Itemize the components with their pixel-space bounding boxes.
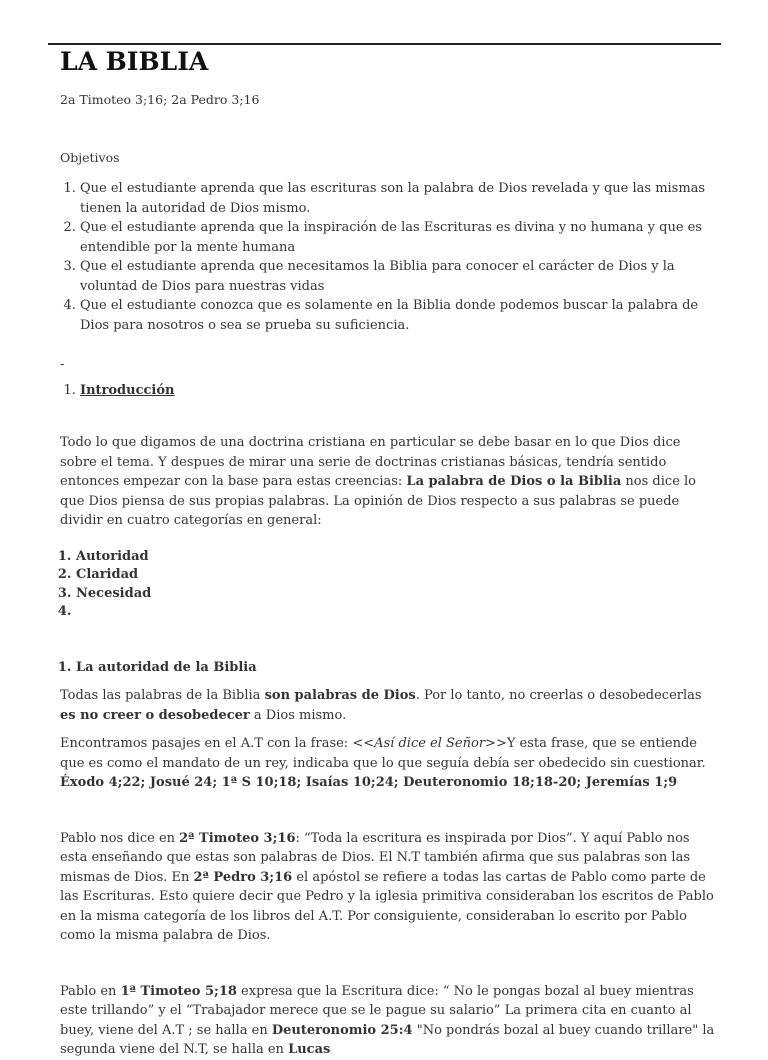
- text-run: expresa que la Escritura dice: “ No le pongas bozal al buey mientras este trillando” y el “Trabajador merece que se le pague su salario” La primera cita en cuanto al buey, viene del A.T ; se halla en: [60, 983, 694, 1038]
- paragraph: [60, 734, 718, 793]
- categorias-list: [60, 548, 718, 622]
- bold-text: Deuteronomio 25:4: [271, 1022, 413, 1038]
- list-item: [76, 603, 718, 622]
- bold-text: Lucas: [288, 1042, 331, 1057]
- text-run: >>Y esta frase, que se entiende que es como el mandato de un rey, indicaba que lo que seguía debía ser obedecido sin cuestionar.: [60, 736, 706, 771]
- bold-text: son palabras de Dios: [264, 688, 416, 703]
- list-item: 2. Que el estudiante aprenda que la inspiración de las Escrituras es divina y no humana y que es entendible por la mente humana: [80, 218, 718, 257]
- objetivos-heading: Objetivos: [60, 149, 120, 165]
- introduccion-heading: Introducción: [80, 382, 175, 398]
- bold-text: es no creer o desobedecer: [60, 707, 250, 723]
- paragraph: [60, 829, 718, 946]
- intro-paragraph: [60, 433, 718, 531]
- list-item: 4. Que el estudiante conozca que es solamente en la Biblia donde podemos buscar la palabra de Dios para nosotros o sea se prueba su suficiencia.: [80, 296, 718, 335]
- autoridad-heading: 1. La autoridad de la Biblia: [76, 658, 718, 678]
- text-run: a Dios mismo.: [249, 707, 347, 723]
- text-run: "No pondrás bozal al buey cuando trillare" la segunda viene del N.T, se halla en: [60, 1022, 715, 1057]
- paragraph: [60, 686, 718, 725]
- list-item: 1. Que el estudiante aprenda que las escrituras son la palabra de Dios revelada y que las mismas tienen la autoridad de Dios mismo.: [80, 179, 718, 218]
- text-run: nos dice lo que Dios piensa de sus propias palabras. La opinión de Dios respecto a sus palabras se puede dividir en cuatro categorías en general:: [60, 474, 697, 528]
- text-run: Todas las palabras de la Biblia: [60, 688, 265, 703]
- document-page: [60, 44, 718, 1060]
- list-item: 2. Claridad: [76, 566, 718, 585]
- paragraph: [60, 982, 718, 1060]
- text-run: el apóstol se refiere a todas las cartas de Pablo como parte de las Escrituras. Esto quiere decir que Pedro y la iglesia primitiva consideraban los escritos de Pablo en la misma categoría de los libros del A.T. Por consiguiente, consideraban lo escrito por Pablo como la misma palabra de Dios.: [60, 869, 714, 943]
- section-list: [60, 658, 718, 678]
- separator-dash: -: [60, 357, 65, 372]
- page-title: LA BIBLIA: [60, 47, 209, 76]
- list-item: [80, 381, 718, 401]
- text-run: Pablo nos dice en: [60, 830, 180, 846]
- list-item: 3. Necesidad: [76, 585, 718, 604]
- list-item: 3. Que el estudiante aprenda que necesitamos la Biblia para conocer el carácter de Dios y la voluntad de Dios para nuestras vidas: [80, 257, 718, 296]
- objetivos-list: [60, 179, 718, 335]
- text-run: Todo lo que digamos de una doctrina cristiana en particular se debe basar en lo que Dios dice sobre el tema. Y despues de mirar una serie de doctrinas cristianas básicas, tendría sentido entonces empezar con la base para estas creencias:: [60, 435, 681, 489]
- bible-references: Éxodo 4;22; Josué 24; 1ª S 10;18; Isaías 10;24; Deuteronomio 18;18-20; Jeremías 1;9: [60, 775, 678, 790]
- bold-text: 1ª Timoteo 5;18: [120, 983, 237, 999]
- page-subtitle: 2a Timoteo 3;16; 2a Pedro 3;16: [60, 92, 260, 107]
- section-list: [60, 381, 718, 401]
- italic-text: Así dice el Señor: [374, 736, 486, 751]
- text-run: Encontramos pasajes en el A.T con la frase: <<: [60, 736, 375, 751]
- text-run: Pablo en: [60, 983, 121, 999]
- text-run: : “Toda la escritura es inspirada por Dios”. Y aquí Pablo nos esta enseñando que estas son palabras de Dios. El N.T también afirma que sus palabras son las mismas de Dios. En: [60, 830, 691, 885]
- text-run: . Por lo tanto, no creerlas o desobedecerlas: [415, 688, 702, 703]
- list-item: 1. Autoridad: [76, 548, 718, 567]
- bold-text: 2ª Timoteo 3;16: [179, 830, 296, 846]
- bold-text: La palabra de Dios o la Biblia: [406, 474, 622, 489]
- bold-text: 2ª Pedro 3;16: [193, 869, 293, 885]
